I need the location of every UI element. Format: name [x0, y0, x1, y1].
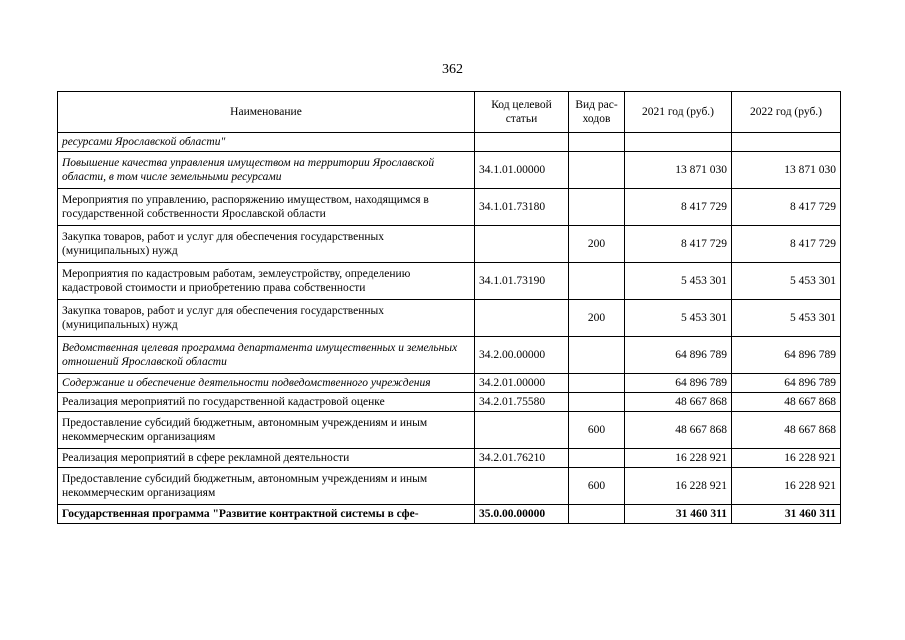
cell-2022 [732, 133, 841, 152]
table-header-row [58, 92, 841, 133]
budget-table [57, 91, 841, 524]
header-type: Вид рас-ходов [569, 92, 625, 133]
cell-name: Государственная программа "Развитие контрактной системы в сфе- [58, 505, 475, 524]
cell-2021: 64 896 789 [625, 374, 732, 393]
cell-2022: 5 453 301 [732, 263, 841, 300]
cell-code: 34.2.00.00000 [475, 337, 569, 374]
cell-type [569, 505, 625, 524]
cell-code [475, 133, 569, 152]
cell-code: 35.0.00.00000 [475, 505, 569, 524]
cell-name: Содержание и обеспечение деятельности подведомственного учреждения [58, 374, 475, 393]
cell-2021: 48 667 868 [625, 393, 732, 412]
cell-type [569, 189, 625, 226]
cell-name: ресурсами Ярославской области" [58, 133, 475, 152]
cell-2022: 8 417 729 [732, 226, 841, 263]
table-row [58, 226, 841, 263]
page-number: 362 [442, 62, 463, 77]
header-name: Наименование [58, 92, 475, 133]
cell-name: Реализация мероприятий в сфере рекламной деятельности [58, 449, 475, 468]
cell-2021 [625, 133, 732, 152]
cell-name: Реализация мероприятий по государственной кадастровой оценке [58, 393, 475, 412]
cell-2021: 8 417 729 [625, 189, 732, 226]
table-row [58, 133, 841, 152]
cell-code [475, 226, 569, 263]
cell-type [569, 393, 625, 412]
cell-type [569, 337, 625, 374]
cell-2021: 8 417 729 [625, 226, 732, 263]
table-row [58, 263, 841, 300]
table-row [58, 449, 841, 468]
cell-2022: 48 667 868 [732, 393, 841, 412]
cell-type [569, 263, 625, 300]
header-2022: 2022 год (руб.) [732, 92, 841, 133]
cell-name: Мероприятия по кадастровым работам, землеустройству, определению кадастровой стоимости и приобретению права собственности [58, 263, 475, 300]
cell-2022: 64 896 789 [732, 337, 841, 374]
cell-code: 34.1.01.00000 [475, 152, 569, 189]
cell-2021: 5 453 301 [625, 263, 732, 300]
cell-name: Повышение качества управления имуществом на территории Ярославской области, в том числе земельными ресурсами [58, 152, 475, 189]
cell-type [569, 152, 625, 189]
table-row [58, 374, 841, 393]
cell-name: Предоставление субсидий бюджетным, автономным учреждениям и иным некоммерческим организациям [58, 412, 475, 449]
cell-2022: 48 667 868 [732, 412, 841, 449]
table-row [58, 412, 841, 449]
cell-type: 200 [569, 300, 625, 337]
table-row [58, 393, 841, 412]
header-2021: 2021 год (руб.) [625, 92, 732, 133]
cell-2022: 8 417 729 [732, 189, 841, 226]
table-row [58, 300, 841, 337]
cell-2022: 64 896 789 [732, 374, 841, 393]
cell-code [475, 300, 569, 337]
cell-2021: 48 667 868 [625, 412, 732, 449]
cell-type [569, 374, 625, 393]
cell-name: Предоставление субсидий бюджетным, автономным учреждениям и иным некоммерческим организациям [58, 468, 475, 505]
cell-2021: 16 228 921 [625, 449, 732, 468]
cell-code: 34.2.01.00000 [475, 374, 569, 393]
cell-2021: 5 453 301 [625, 300, 732, 337]
table-row [58, 152, 841, 189]
cell-2022: 13 871 030 [732, 152, 841, 189]
table-row [58, 505, 841, 524]
cell-name: Ведомственная целевая программа департамента имущественных и земельных отношений Ярославской области [58, 337, 475, 374]
cell-2022: 5 453 301 [732, 300, 841, 337]
cell-code: 34.1.01.73180 [475, 189, 569, 226]
cell-type: 600 [569, 468, 625, 505]
cell-name: Закупка товаров, работ и услуг для обеспечения государственных (муниципальных) нужд [58, 226, 475, 263]
table-row [58, 468, 841, 505]
table-row [58, 337, 841, 374]
header-code: Код целевой статьи [475, 92, 569, 133]
cell-code: 34.2.01.76210 [475, 449, 569, 468]
cell-2021: 31 460 311 [625, 505, 732, 524]
table-body [58, 133, 841, 524]
cell-name: Мероприятия по управлению, распоряжению имуществом, находящимся в государственной собственности Ярославской области [58, 189, 475, 226]
cell-code [475, 412, 569, 449]
cell-code: 34.1.01.73190 [475, 263, 569, 300]
cell-type [569, 133, 625, 152]
cell-2022: 16 228 921 [732, 468, 841, 505]
cell-2021: 16 228 921 [625, 468, 732, 505]
cell-type: 200 [569, 226, 625, 263]
cell-code: 34.2.01.75580 [475, 393, 569, 412]
cell-code [475, 468, 569, 505]
table-row [58, 189, 841, 226]
cell-name: Закупка товаров, работ и услуг для обеспечения государственных (муниципальных) нужд [58, 300, 475, 337]
cell-2021: 64 896 789 [625, 337, 732, 374]
cell-type [569, 449, 625, 468]
cell-type: 600 [569, 412, 625, 449]
cell-2022: 31 460 311 [732, 505, 841, 524]
cell-2022: 16 228 921 [732, 449, 841, 468]
cell-2021: 13 871 030 [625, 152, 732, 189]
